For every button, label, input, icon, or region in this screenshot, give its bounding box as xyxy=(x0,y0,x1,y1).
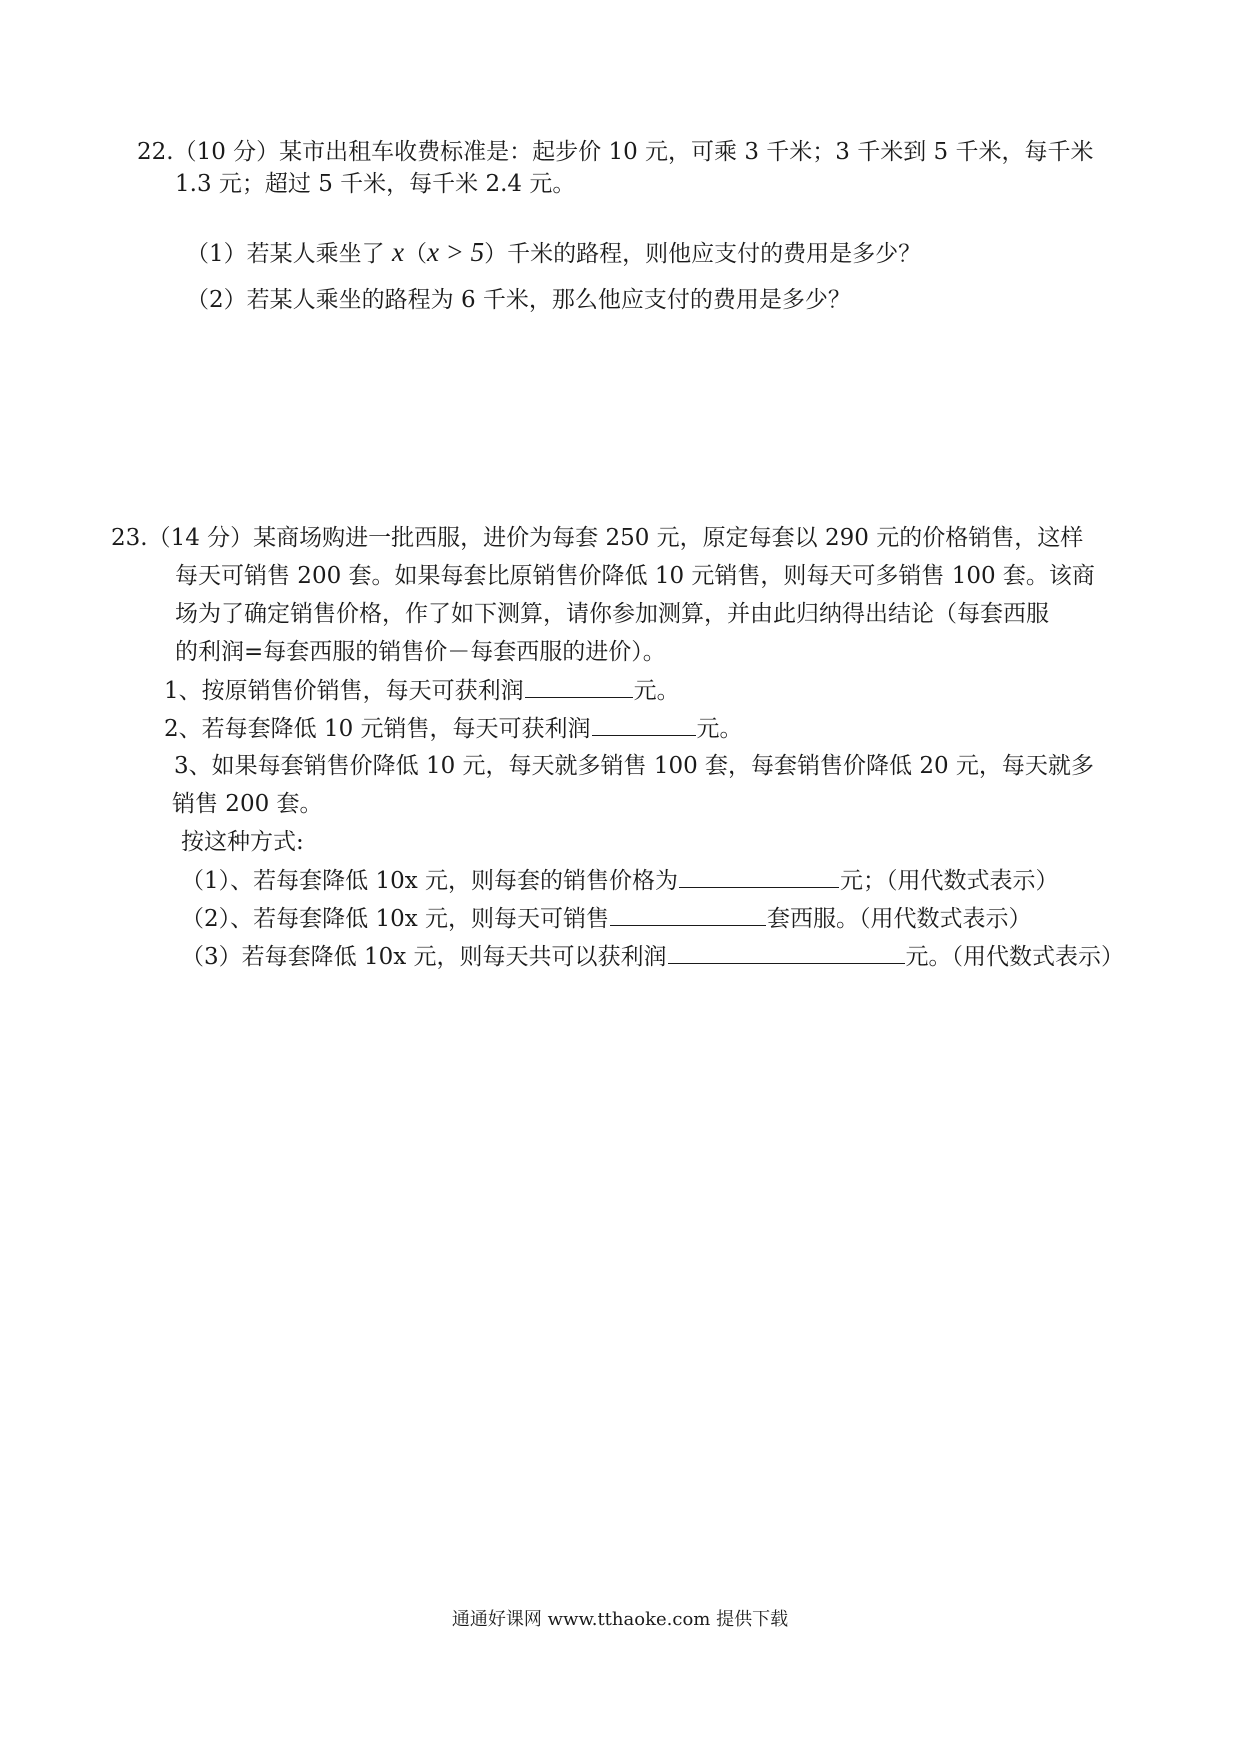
page-footer: 通通好课网 www.tthaoke.com 提供下载 xyxy=(451,1609,789,1630)
q23-line-4: 的利润=每套西服的销售价－每套西服的进价）。 xyxy=(175,639,666,665)
answer-blank-4[interactable] xyxy=(610,903,766,926)
q22-sub-1-inequality: x > 5 xyxy=(426,237,485,267)
q23-line-1: 23.（14 分）某商场购进一批西服，进价为每套 250 元，原定每套以 290 元的价格销售，这样 xyxy=(111,525,1084,551)
q23-item-2-text: 2、若每套降低 10 元销售，每天可获利润 xyxy=(164,716,591,742)
q22-sub-1 xyxy=(186,237,921,269)
q23-sub-1 xyxy=(181,865,1059,896)
q23-method: 按这种方式: xyxy=(181,829,304,855)
q23-item-2-unit: 元。 xyxy=(696,716,743,742)
answer-blank-1[interactable] xyxy=(525,675,633,698)
q23-item-2 xyxy=(164,713,743,744)
q23-item-1-text: 1、按原销售价销售，每天可获利润 xyxy=(164,678,524,704)
q23-item-3-line-2: 销售 200 套。 xyxy=(172,791,323,817)
q22-sub-1-text-a: （1）若某人乘坐了 xyxy=(186,241,392,267)
q23-sub-1-text: （1）、若每套降低 10x 元，则每套的销售价格为 xyxy=(181,868,678,894)
q23-sub-1-suffix: 元；（用代数式表示） xyxy=(840,868,1059,894)
q23-line-2: 每天可销售 200 套。如果每套比原销售价降低 10 元销售，则每天可多销售 100 套。该商 xyxy=(175,563,1095,589)
answer-blank-3[interactable] xyxy=(679,865,839,888)
q22-line-1: 22.（10 分）某市出租车收费标准是：起步价 10 元，可乘 3 千米；3 千米到 5 千米，每千米 xyxy=(137,139,1094,165)
q23-sub-3-text: （3）若每套降低 10x 元，则每天共可以获利润 xyxy=(181,944,667,970)
q23-sub-2-text: （2）、若每套降低 10x 元，则每天可销售 xyxy=(181,906,609,932)
q23-item-1 xyxy=(164,675,680,706)
q22-line-2: 1.3 元；超过 5 千米，每千米 2.4 元。 xyxy=(175,171,576,197)
q23-sub-2 xyxy=(181,903,1032,934)
q23-line-3: 场为了确定销售价格，作了如下测算，请你参加测算，并由此归纳得出结论（每套西服 xyxy=(175,601,1049,627)
q22-sub-1-variable: x xyxy=(391,237,404,267)
q23-sub-3-suffix: 元。（用代数式表示） xyxy=(905,944,1124,970)
q22-sub-2: （2）若某人乘坐的路程为 6 千米，那么他应支付的费用是多少？ xyxy=(186,287,851,313)
q23-item-3-line-1: 3、如果每套销售价降低 10 元，每天就多销售 100 套，每套销售价降低 20 元，每天就多 xyxy=(174,753,1094,779)
q22-sub-1-text-c: ）千米的路程，则他应支付的费用是多少？ xyxy=(484,241,922,267)
answer-blank-5[interactable] xyxy=(668,941,905,964)
q23-item-1-unit: 元。 xyxy=(633,678,680,704)
q22-sub-1-text-b: （ xyxy=(403,241,427,267)
q23-sub-3 xyxy=(181,941,1124,972)
q23-sub-2-suffix: 套西服。（用代数式表示） xyxy=(767,906,1032,932)
answer-blank-2[interactable] xyxy=(592,713,696,736)
